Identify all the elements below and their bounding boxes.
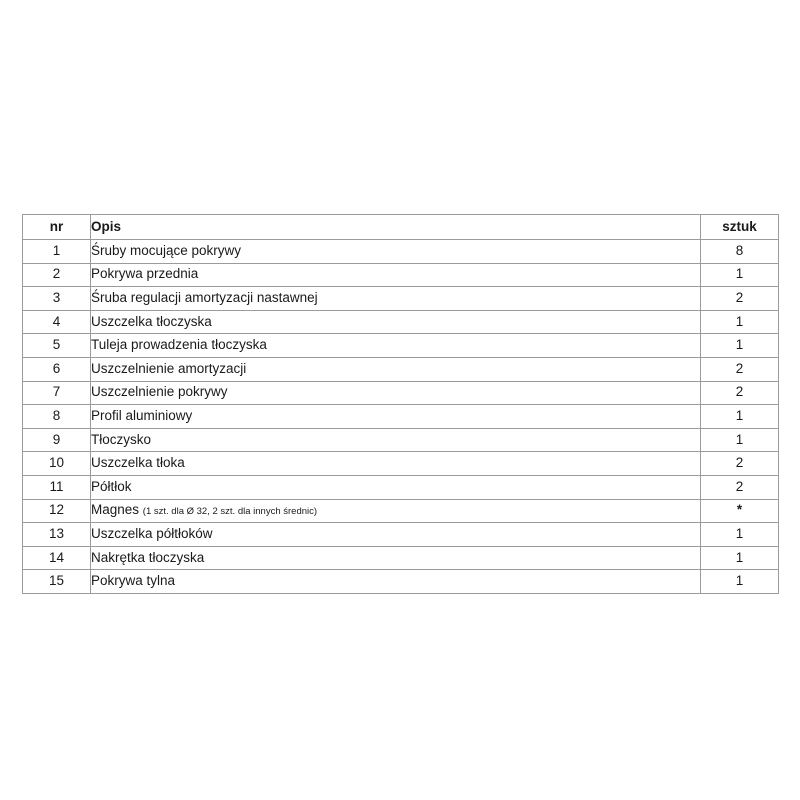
cell-opis [91,570,701,594]
table-row [23,334,779,358]
table-row [23,570,779,594]
cell-opis-text: Uszczelnienie pokrywy [91,384,228,400]
cell-sztuk: 2 [701,357,779,381]
cell-sztuk: 1 [701,523,779,547]
cell-opis-text: Śruby mocujące pokrywy [91,242,242,258]
cell-opis [91,263,701,287]
cell-opis-text: Uszczelka tłoka [91,455,185,471]
cell-opis-text: Pokrywa przednia [91,266,199,282]
cell-nr: 4 [23,310,91,334]
cell-nr: 14 [23,546,91,570]
table-row [23,240,779,264]
column-header-nr: nr [23,215,91,240]
cell-sztuk: * [701,499,779,523]
cell-sztuk: 2 [701,381,779,405]
cell-sztuk: 1 [701,428,779,452]
table-row [23,523,779,547]
cell-opis [91,499,701,523]
cell-sztuk: 2 [701,475,779,499]
cell-opis-text: Magnes [91,502,140,518]
cell-opis [91,523,701,547]
cell-opis-text: Śruba regulacji amortyzacji nastawnej [91,290,318,306]
cell-opis [91,381,701,405]
cell-sztuk: 1 [701,263,779,287]
table-row [23,428,779,452]
cell-sztuk: 2 [701,287,779,311]
cell-opis [91,405,701,429]
cell-nr: 10 [23,452,91,476]
table-row [23,452,779,476]
table-row [23,381,779,405]
cell-nr: 5 [23,334,91,358]
cell-sztuk: 1 [701,570,779,594]
table-row [23,405,779,429]
table-row [23,499,779,523]
cell-sztuk: 1 [701,310,779,334]
cell-opis [91,334,701,358]
cell-sztuk: 1 [701,405,779,429]
cell-nr: 3 [23,287,91,311]
cell-opis [91,546,701,570]
cell-nr: 2 [23,263,91,287]
cell-nr: 12 [23,499,91,523]
cell-opis [91,357,701,381]
cell-nr: 8 [23,405,91,429]
cell-opis-text: Uszczelka półtłoków [91,526,213,541]
cell-nr: 6 [23,357,91,381]
cell-opis-text: Tłoczysko [91,431,152,447]
column-header-opis: Opis [91,215,701,240]
table-row [23,357,779,381]
table-row [23,263,779,287]
table-header [23,215,779,240]
parts-table [22,214,779,594]
cell-opis-text: Uszczelka tłoczyska [91,313,212,329]
cell-opis [91,428,701,452]
cell-nr: 15 [23,570,91,594]
cell-nr: 11 [23,475,91,499]
cell-opis-text: Pokrywa tylna [91,573,176,589]
cell-opis-text: Profil aluminiowy [91,408,193,424]
cell-opis-text: Tuleja prowadzenia tłoczyska [91,337,267,353]
table-row [23,310,779,334]
cell-nr: 13 [23,523,91,547]
cell-opis-note: (1 szt. dla Ø 32, 2 szt. dla innych średnic) [142,506,318,518]
cell-nr: 9 [23,428,91,452]
cell-sztuk: 8 [701,240,779,264]
table-body [23,240,779,594]
cell-opis [91,475,701,499]
cell-nr: 1 [23,240,91,264]
cell-opis [91,287,701,311]
table-row [23,546,779,570]
column-header-sztuk: sztuk [701,215,779,240]
cell-opis-text: Nakrętka tłoczyska [91,549,205,565]
table-row [23,287,779,311]
cell-opis [91,240,701,264]
cell-nr: 7 [23,381,91,405]
cell-opis-text: Półtłok [91,478,132,494]
cell-opis [91,310,701,334]
cell-sztuk: 1 [701,546,779,570]
cell-opis [91,452,701,476]
table-header-row [23,215,779,240]
table-row [23,475,779,499]
parts-table-container [22,214,778,594]
cell-opis-text: Uszczelnienie amortyzacji [91,360,247,376]
cell-sztuk: 1 [701,334,779,358]
cell-sztuk: 2 [701,452,779,476]
